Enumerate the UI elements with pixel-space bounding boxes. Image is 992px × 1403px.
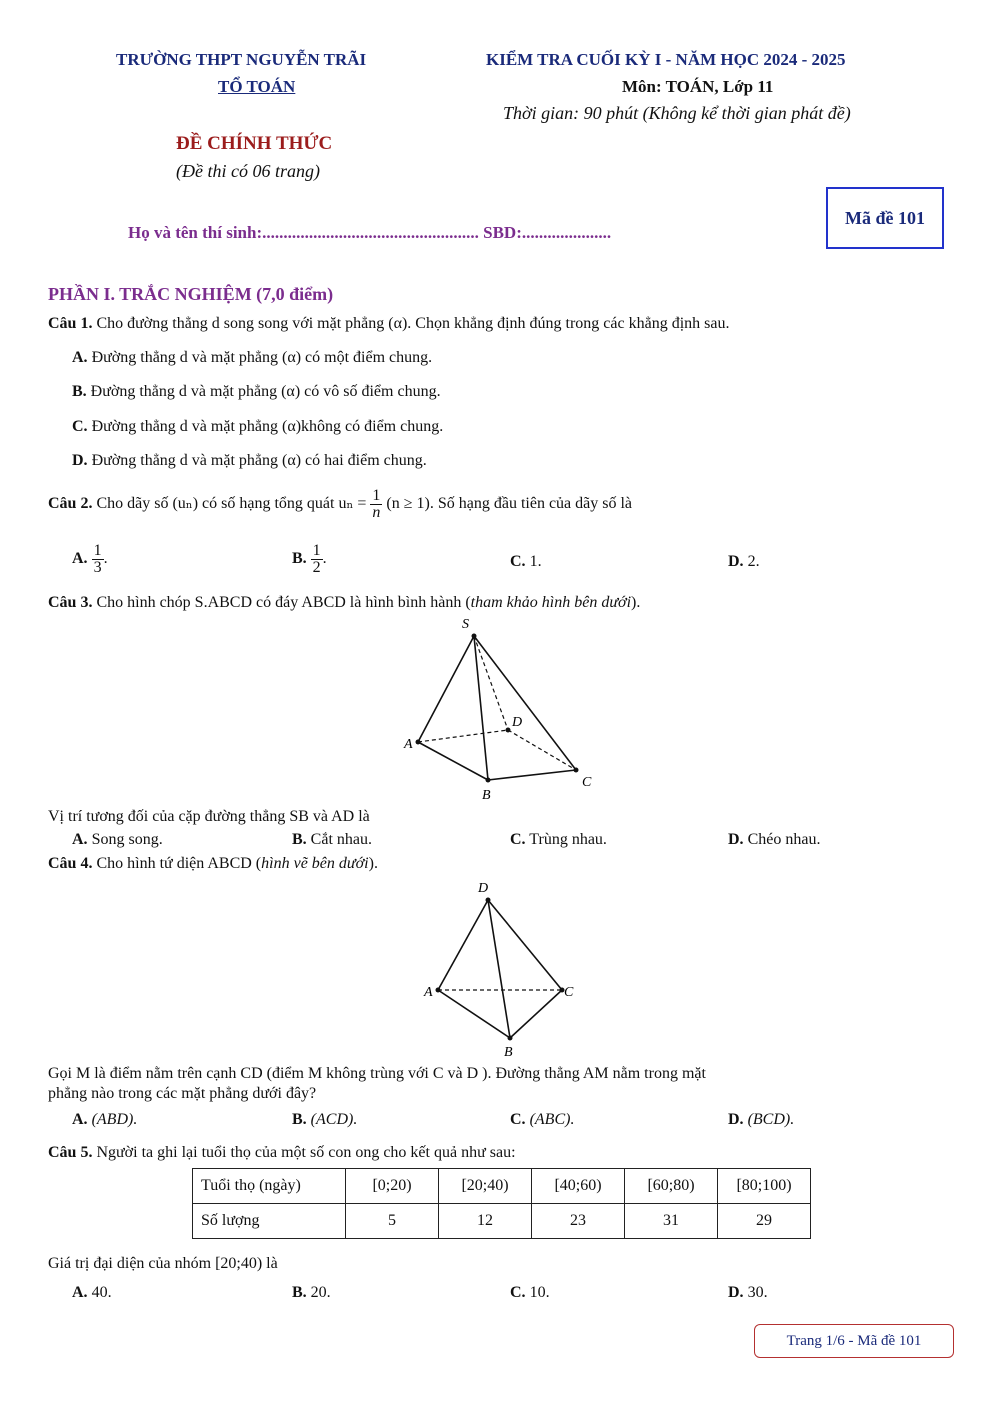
table-cell: [20;40) — [439, 1169, 532, 1204]
fraction-denominator: 2 — [312, 559, 321, 576]
option-text: 10. — [529, 1284, 550, 1301]
option-key: C. — [510, 1284, 526, 1301]
q3-option-b — [292, 831, 372, 849]
question-text-end: ). — [631, 594, 641, 611]
q5-option-a — [72, 1284, 112, 1302]
edge-ad — [418, 730, 508, 742]
option-key: C. — [510, 831, 526, 848]
question-2 — [48, 488, 632, 521]
label-a: A — [424, 985, 433, 1000]
option-key: B. — [292, 1284, 307, 1301]
section-title: PHẦN I. TRẮC NGHIỆM (7,0 điểm) — [48, 284, 334, 304]
question-text: Cho hình tứ diện ABCD ( — [92, 855, 262, 872]
table-header-cell: Số lượng — [193, 1204, 346, 1239]
fraction-numerator: 1 — [312, 542, 321, 559]
q3-option-a — [72, 831, 163, 849]
label-d: D — [478, 881, 489, 896]
vertex-b — [508, 1036, 513, 1041]
option-text: Cắt nhau. — [310, 831, 372, 848]
q3-question: Vị trí tương đối của cặp đường thẳng SB và AD là — [48, 808, 370, 825]
q3-option-c — [510, 831, 607, 849]
option-key: A. — [72, 349, 88, 366]
question-label: Câu 5. — [48, 1144, 93, 1161]
question-label: Câu 3. — [48, 594, 93, 611]
label-c: C — [582, 775, 592, 790]
option-text: Đường thẳng d và mặt phẳng (α)không có điểm chung. — [91, 418, 444, 435]
table-cell: [40;60) — [532, 1169, 625, 1204]
vertex-a — [416, 740, 421, 745]
q2-option-b: B. $\frac{1}{2}$ . — [292, 542, 327, 576]
option-key: D. — [72, 452, 88, 469]
option-text: 1. — [529, 553, 542, 570]
vertex-s — [472, 634, 477, 639]
edge-sc — [474, 636, 576, 770]
option-text: 2. — [747, 553, 760, 570]
option-text: 20. — [310, 1284, 331, 1301]
option-key: A. — [72, 1111, 88, 1128]
label-d: D — [512, 715, 523, 730]
option-text: Trùng nhau. — [529, 831, 607, 848]
question-text-italic: hình vẽ bên dưới — [261, 855, 369, 872]
edge-sb — [474, 636, 488, 780]
option-key: D. — [728, 553, 744, 570]
edge-da — [438, 900, 488, 990]
option-text: (ABC). — [529, 1111, 575, 1128]
q4-question-line-2: phẳng nào trong các mặt phẳng dưới đây? — [48, 1085, 317, 1102]
q5-option-d — [728, 1284, 768, 1302]
q2-option-a: A. $\frac{1}{3}$ . — [72, 542, 108, 576]
page-footer: Trang 1/6 - Mã đề 101 — [754, 1324, 954, 1358]
fraction — [311, 543, 323, 576]
vertex-a — [436, 988, 441, 993]
option-text: Đường thẳng d và mặt phẳng (α) có vô số điểm chung. — [90, 383, 441, 400]
table-cell: [0;20) — [346, 1169, 439, 1204]
fraction — [370, 488, 382, 521]
question-3 — [48, 594, 640, 612]
exam-code-box: Mã đề 101 — [826, 187, 944, 249]
table-cell: [60;80) — [625, 1169, 718, 1204]
q4-option-a — [72, 1111, 137, 1129]
q5-question: Giá trị đại diện của nhóm [20;40) là — [48, 1255, 278, 1272]
exam-title: KIỂM TRA CUỐI KỲ I - NĂM HỌC 2024 - 2025 — [486, 50, 846, 69]
edge-sa — [418, 636, 474, 742]
option-key: B. — [292, 550, 307, 568]
option-key: D. — [728, 1111, 744, 1128]
question-1 — [48, 315, 729, 333]
edge-bc — [488, 770, 576, 780]
table-cell: 31 — [625, 1204, 718, 1239]
table-cell: [80;100) — [718, 1169, 811, 1204]
department: TỔ TOÁN — [218, 77, 296, 96]
edge-dc — [488, 900, 562, 990]
q2-option-c — [510, 553, 542, 571]
option-key: B. — [292, 1111, 307, 1128]
table-cell: 23 — [532, 1204, 625, 1239]
option-key: A. — [72, 550, 88, 568]
pages-note: (Đề thi có 06 trang) — [176, 161, 320, 181]
fraction-denominator: 3 — [93, 559, 102, 576]
table-row — [193, 1204, 811, 1239]
fraction-denominator: n — [372, 504, 381, 521]
option-text: Đường thẳng d và mặt phẳng (α) có một điểm chung. — [91, 349, 433, 366]
q1-option-a — [72, 349, 432, 367]
school-name: TRƯỜNG THPT NGUYỄN TRÃI — [116, 50, 367, 69]
candidate-line: Họ và tên thí sinh:................................................... SBD:..................... — [128, 223, 612, 242]
option-text: Song song. — [91, 831, 163, 848]
option-key: D. — [728, 831, 744, 848]
question-text: Người ta ghi lại tuổi thọ của một số con ong cho kết quả như sau: — [92, 1144, 516, 1161]
option-key: B. — [72, 383, 87, 400]
option-text: (ACD). — [310, 1111, 358, 1128]
edge-bc — [510, 990, 562, 1038]
q2-option-d — [728, 553, 760, 571]
tetrahedron-figure — [416, 876, 586, 1060]
official-label: ĐỀ CHÍNH THỨC — [176, 133, 333, 154]
edge-ab — [438, 990, 510, 1038]
question-label: Câu 4. — [48, 855, 93, 872]
q4-option-b — [292, 1111, 357, 1129]
question-text: Cho đường thẳng d song song với mặt phẳng (α). Chọn khẳng định đúng trong các khẳng định sau. — [92, 315, 730, 332]
q5-option-b — [292, 1284, 331, 1302]
label-b: B — [482, 788, 491, 803]
question-text: Cho dãy số (uₙ) có số hạng tổng quát uₙ = — [92, 495, 371, 513]
question-label: Câu 1. — [48, 315, 93, 332]
q5-option-c — [510, 1284, 550, 1302]
option-key: C. — [510, 553, 526, 570]
q3-option-d — [728, 831, 820, 849]
pyramid-figure — [396, 612, 606, 804]
vertex-b — [486, 778, 491, 783]
q1-option-b — [72, 383, 441, 401]
option-key: C. — [510, 1111, 526, 1128]
label-b: B — [504, 1045, 513, 1060]
option-key: A. — [72, 831, 88, 848]
q1-option-c — [72, 418, 443, 436]
table-header-cell: Tuổi thọ (ngày) — [193, 1169, 346, 1204]
question-text-italic: tham khảo hình bên dưới — [470, 594, 632, 611]
option-text: (BCD). — [747, 1111, 795, 1128]
question-label: Câu 2. — [48, 495, 93, 513]
subject: Môn: TOÁN, Lớp 11 — [622, 77, 774, 96]
table-cell: 12 — [439, 1204, 532, 1239]
question-4 — [48, 855, 378, 873]
option-key: B. — [292, 831, 307, 848]
label-s: S — [462, 617, 469, 632]
fraction — [92, 543, 104, 576]
vertex-c — [574, 768, 579, 773]
fraction-numerator: 1 — [93, 542, 102, 559]
question-5 — [48, 1144, 516, 1162]
option-key: D. — [728, 1284, 744, 1301]
table-row — [193, 1169, 811, 1204]
edge-dc — [508, 730, 576, 770]
edge-ab — [418, 742, 488, 780]
time-limit: Thời gian: 90 phút (Không kể thời gian phát đề) — [503, 103, 851, 123]
option-text: 30. — [747, 1284, 768, 1301]
option-text: (ABD). — [91, 1111, 138, 1128]
q1-option-d — [72, 452, 427, 470]
q4-question-line-1: Gọi M là điểm nằm trên cạnh CD (điểm M không trùng với C và D ). Đường thẳng AM nằm trong mặt — [48, 1065, 706, 1082]
option-text: Chéo nhau. — [747, 831, 821, 848]
q4-option-d — [728, 1111, 794, 1129]
option-key: A. — [72, 1284, 88, 1301]
vertex-d — [506, 728, 511, 733]
fraction-numerator: 1 — [372, 487, 381, 504]
option-key: C. — [72, 418, 88, 435]
option-text: Đường thẳng d và mặt phẳng (α) có hai điểm chung. — [91, 452, 427, 469]
edge-db — [488, 900, 510, 1038]
label-c: C — [564, 985, 574, 1000]
label-a: A — [404, 737, 413, 752]
question-text: Cho hình chóp S.ABCD có đáy ABCD là hình bình hành ( — [92, 594, 471, 611]
vertex-d — [486, 898, 491, 903]
question-text-end: ). — [368, 855, 378, 872]
lifespan-table — [192, 1168, 811, 1239]
option-text: 40. — [91, 1284, 112, 1301]
table-cell: 5 — [346, 1204, 439, 1239]
q4-option-c — [510, 1111, 574, 1129]
question-text-end: (n ≥ 1). Số hạng đầu tiên của dãy số là — [386, 495, 633, 513]
table-cell: 29 — [718, 1204, 811, 1239]
